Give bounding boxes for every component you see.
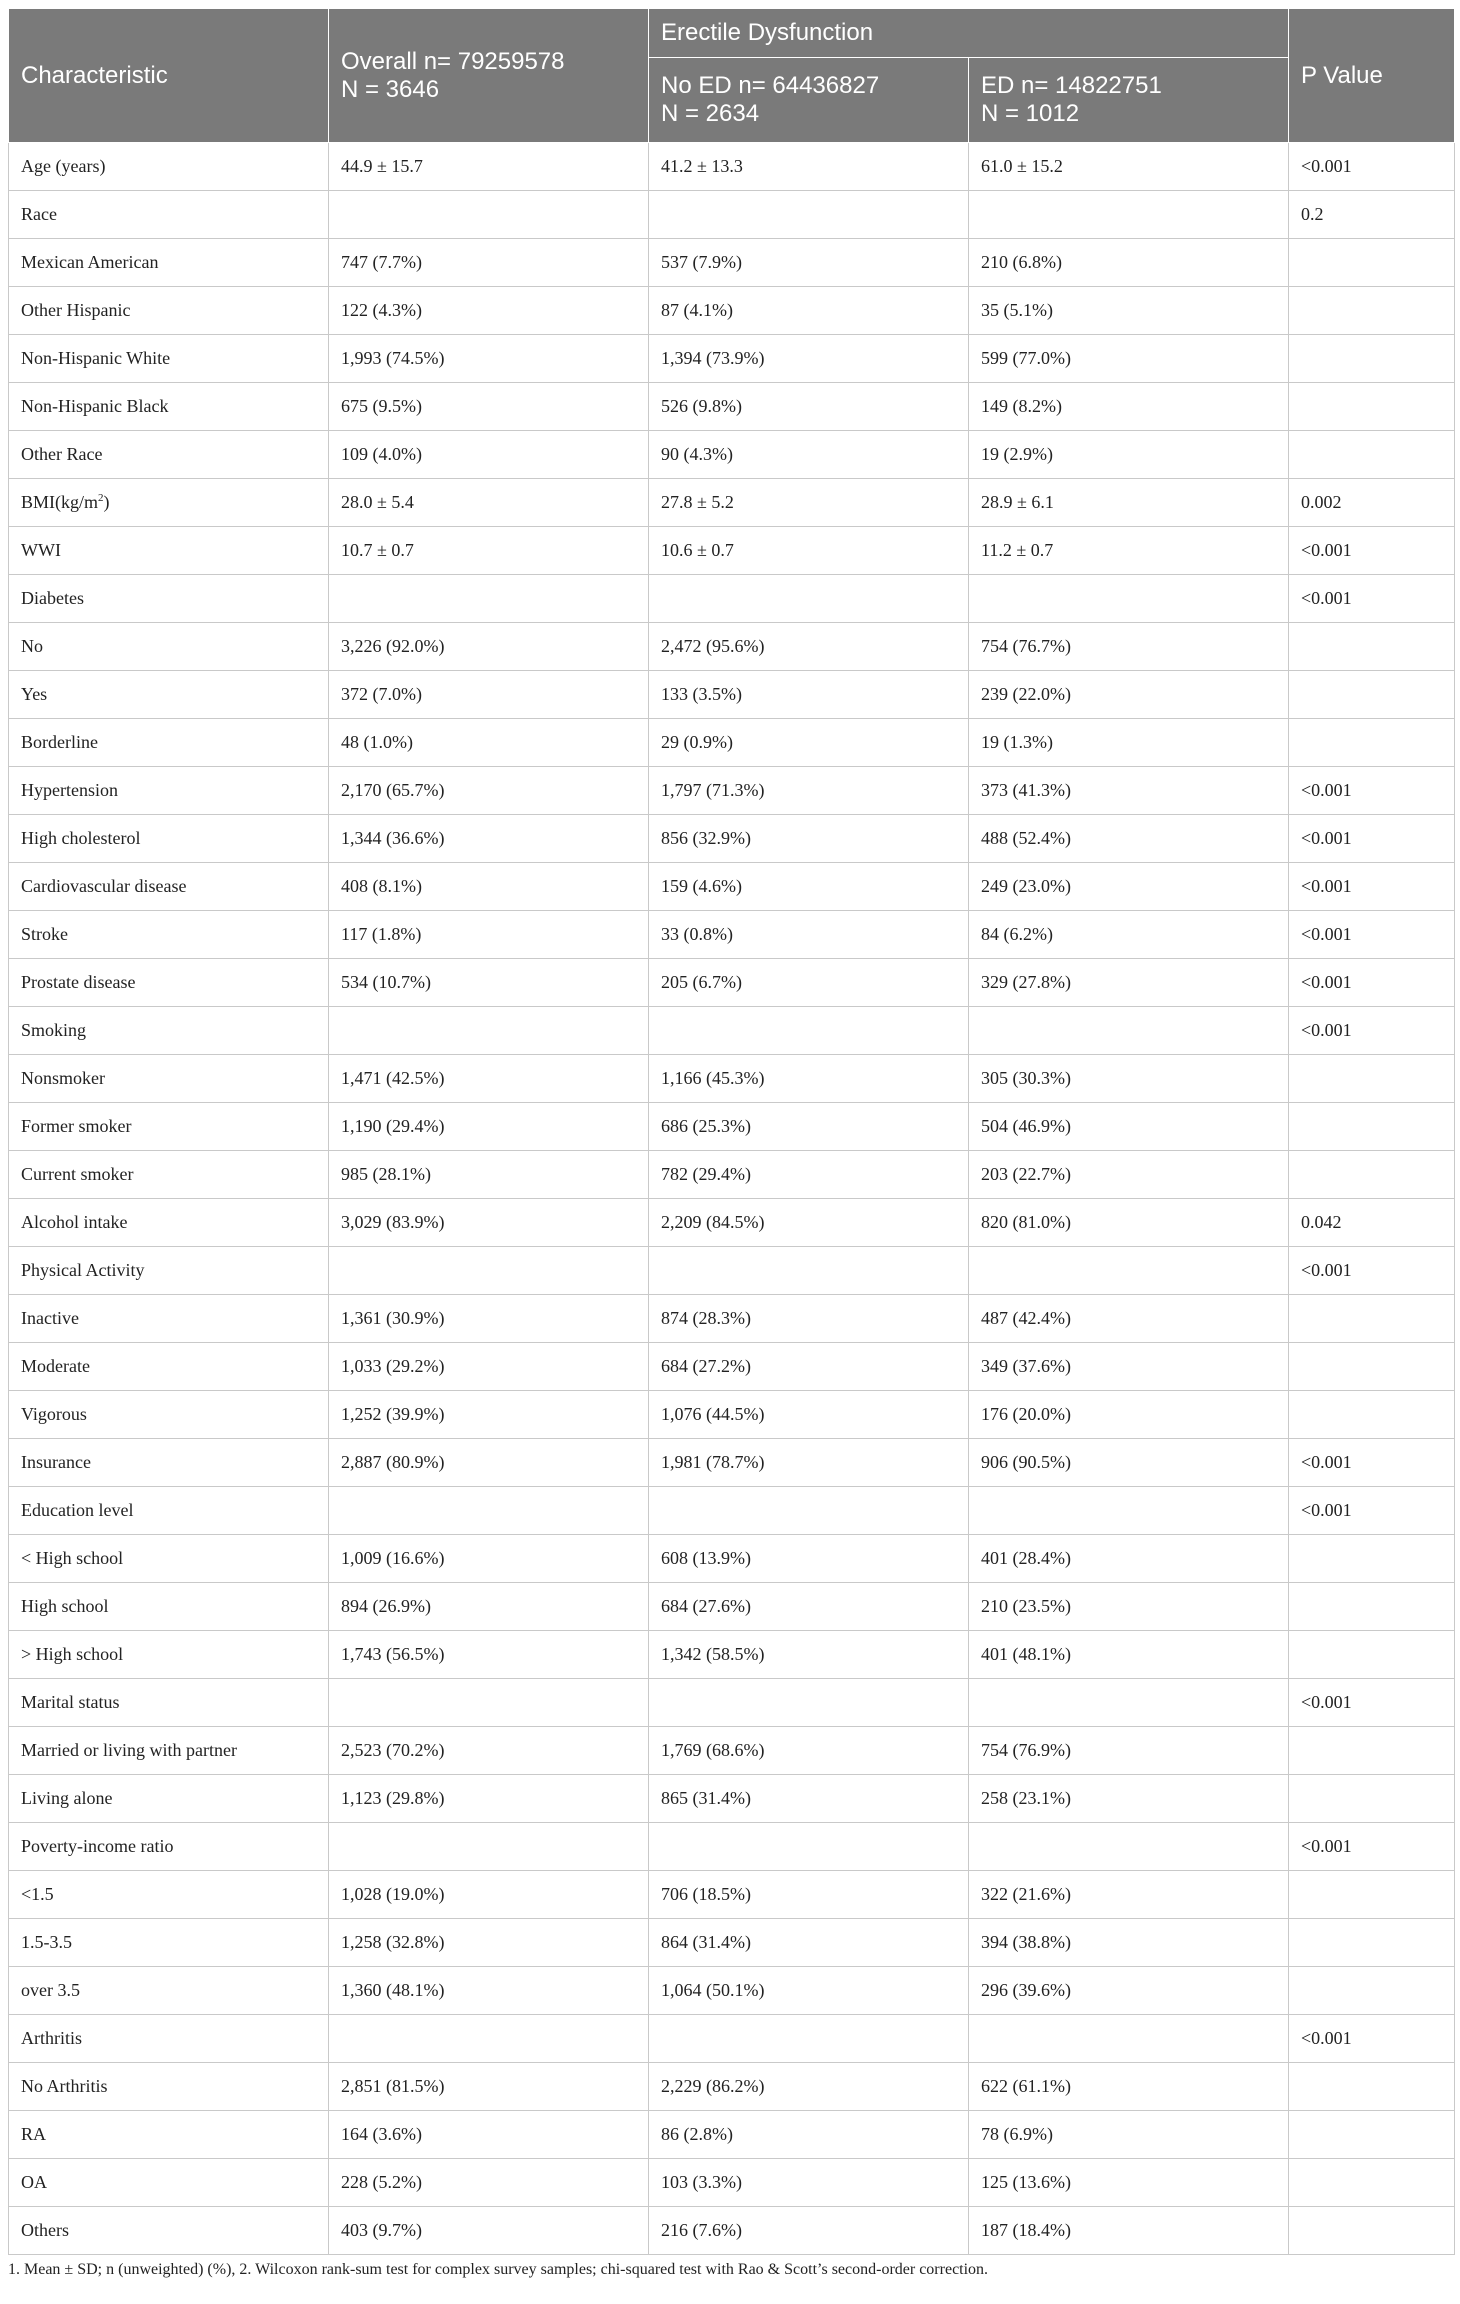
cell-overall: 1,252 (39.9%) [329, 1391, 649, 1439]
cell-overall: 28.0 ± 5.4 [329, 479, 649, 527]
table-row [9, 1871, 1455, 1919]
cell-ed: 599 (77.0%) [969, 335, 1289, 383]
row-label [9, 479, 329, 527]
row-label: < High school [9, 1535, 329, 1583]
header-ed [969, 58, 1289, 143]
cell-no-ed: 686 (25.3%) [649, 1103, 969, 1151]
row-label: Alcohol intake [9, 1199, 329, 1247]
row-label: Smoking [9, 1007, 329, 1055]
cell-p-value: <0.001 [1289, 815, 1455, 863]
cell-p-value [1289, 287, 1455, 335]
cell-p-value [1289, 1871, 1455, 1919]
cell-p-value [1289, 431, 1455, 479]
cell-ed: 210 (6.8%) [969, 239, 1289, 287]
table-row [9, 1727, 1455, 1775]
cell-ed: 187 (18.4%) [969, 2207, 1289, 2255]
cell-p-value [1289, 1919, 1455, 1967]
cell-ed: 488 (52.4%) [969, 815, 1289, 863]
cell-overall: 3,226 (92.0%) [329, 623, 649, 671]
cell-ed: 210 (23.5%) [969, 1583, 1289, 1631]
table-row [9, 1055, 1455, 1103]
cell-p-value [1289, 1631, 1455, 1679]
cell-p-value [1289, 623, 1455, 671]
row-label: High cholesterol [9, 815, 329, 863]
cell-overall [329, 1487, 649, 1535]
table-row [9, 1631, 1455, 1679]
cell-no-ed: 1,797 (71.3%) [649, 767, 969, 815]
header-characteristic: Characteristic [9, 9, 329, 143]
cell-p-value: <0.001 [1289, 863, 1455, 911]
row-label: Cardiovascular disease [9, 863, 329, 911]
cell-overall: 1,258 (32.8%) [329, 1919, 649, 1967]
cell-no-ed: 684 (27.2%) [649, 1343, 969, 1391]
header-overall [329, 9, 649, 143]
row-label: Other Hispanic [9, 287, 329, 335]
cell-ed: 322 (21.6%) [969, 1871, 1289, 1919]
cell-no-ed: 865 (31.4%) [649, 1775, 969, 1823]
row-label: Education level [9, 1487, 329, 1535]
cell-overall [329, 1007, 649, 1055]
cell-ed: 754 (76.7%) [969, 623, 1289, 671]
row-label: Other Race [9, 431, 329, 479]
row-label: > High school [9, 1631, 329, 1679]
row-label: Current smoker [9, 1151, 329, 1199]
cell-ed [969, 1823, 1289, 1871]
cell-overall: 1,123 (29.8%) [329, 1775, 649, 1823]
cell-no-ed: 1,769 (68.6%) [649, 1727, 969, 1775]
cell-ed: 84 (6.2%) [969, 911, 1289, 959]
table-header [9, 9, 1455, 143]
cell-no-ed: 86 (2.8%) [649, 2111, 969, 2159]
cell-overall: 1,033 (29.2%) [329, 1343, 649, 1391]
cell-ed: 203 (22.7%) [969, 1151, 1289, 1199]
cell-p-value [1289, 1103, 1455, 1151]
cell-no-ed: 27.8 ± 5.2 [649, 479, 969, 527]
characteristics-table [8, 8, 1455, 2255]
cell-no-ed: 537 (7.9%) [649, 239, 969, 287]
table-row [9, 1007, 1455, 1055]
cell-overall [329, 1823, 649, 1871]
cell-p-value [1289, 2111, 1455, 2159]
row-label: High school [9, 1583, 329, 1631]
cell-ed: 394 (38.8%) [969, 1919, 1289, 1967]
row-label: Yes [9, 671, 329, 719]
table-row [9, 719, 1455, 767]
table-row [9, 1679, 1455, 1727]
cell-ed: 329 (27.8%) [969, 959, 1289, 1007]
row-label: Age (years) [9, 143, 329, 191]
header-group-erectile-dysfunction: Erectile Dysfunction [649, 9, 1289, 58]
cell-no-ed: 684 (27.6%) [649, 1583, 969, 1631]
table-row [9, 1247, 1455, 1295]
cell-ed: 61.0 ± 15.2 [969, 143, 1289, 191]
header-p-value: P Value [1289, 9, 1455, 143]
cell-overall: 675 (9.5%) [329, 383, 649, 431]
cell-overall [329, 575, 649, 623]
cell-p-value: <0.001 [1289, 1679, 1455, 1727]
table-row [9, 863, 1455, 911]
cell-no-ed: 103 (3.3%) [649, 2159, 969, 2207]
cell-no-ed: 87 (4.1%) [649, 287, 969, 335]
cell-ed: 249 (23.0%) [969, 863, 1289, 911]
row-label: Race [9, 191, 329, 239]
cell-ed [969, 575, 1289, 623]
cell-overall: 109 (4.0%) [329, 431, 649, 479]
table-row [9, 383, 1455, 431]
row-label: Hypertension [9, 767, 329, 815]
cell-p-value [1289, 1055, 1455, 1103]
cell-no-ed: 2,209 (84.5%) [649, 1199, 969, 1247]
cell-p-value: <0.001 [1289, 1007, 1455, 1055]
table-row [9, 1967, 1455, 2015]
table-footnote: 1. Mean ± SD; n (unweighted) (%), 2. Wilcoxon rank-sum test for complex survey samples; chi-squared test with Rao & Scott’s second-order correction. [8, 2261, 989, 2278]
cell-overall: 117 (1.8%) [329, 911, 649, 959]
cell-no-ed: 1,166 (45.3%) [649, 1055, 969, 1103]
cell-overall: 2,887 (80.9%) [329, 1439, 649, 1487]
cell-p-value [1289, 1775, 1455, 1823]
header-overall-line2: N = 3646 [341, 75, 440, 103]
cell-overall: 1,993 (74.5%) [329, 335, 649, 383]
cell-overall: 985 (28.1%) [329, 1151, 649, 1199]
cell-overall [329, 1247, 649, 1295]
table-row [9, 2015, 1455, 2063]
cell-p-value: <0.001 [1289, 1487, 1455, 1535]
cell-ed: 401 (48.1%) [969, 1631, 1289, 1679]
cell-no-ed: 10.6 ± 0.7 [649, 527, 969, 575]
cell-overall: 1,009 (16.6%) [329, 1535, 649, 1583]
header-ed-line2: N = 1012 [981, 100, 1080, 127]
cell-p-value: <0.001 [1289, 527, 1455, 575]
row-label: Nonsmoker [9, 1055, 329, 1103]
cell-overall: 1,190 (29.4%) [329, 1103, 649, 1151]
cell-ed: 296 (39.6%) [969, 1967, 1289, 2015]
cell-p-value [1289, 1535, 1455, 1583]
cell-no-ed: 856 (32.9%) [649, 815, 969, 863]
cell-p-value: <0.001 [1289, 1247, 1455, 1295]
row-label: Living alone [9, 1775, 329, 1823]
cell-ed: 401 (28.4%) [969, 1535, 1289, 1583]
row-label: Diabetes [9, 575, 329, 623]
cell-overall [329, 191, 649, 239]
table-row [9, 623, 1455, 671]
cell-ed: 149 (8.2%) [969, 383, 1289, 431]
cell-p-value [1289, 1295, 1455, 1343]
cell-no-ed: 874 (28.3%) [649, 1295, 969, 1343]
row-label: Non-Hispanic White [9, 335, 329, 383]
cell-no-ed: 706 (18.5%) [649, 1871, 969, 1919]
cell-overall: 3,029 (83.9%) [329, 1199, 649, 1247]
cell-ed: 349 (37.6%) [969, 1343, 1289, 1391]
table-row [9, 2207, 1455, 2255]
row-label: Former smoker [9, 1103, 329, 1151]
cell-overall: 2,170 (65.7%) [329, 767, 649, 815]
cell-ed: 487 (42.4%) [969, 1295, 1289, 1343]
table-row [9, 1775, 1455, 1823]
table-row [9, 1487, 1455, 1535]
cell-no-ed: 133 (3.5%) [649, 671, 969, 719]
table-row [9, 143, 1455, 191]
table-row [9, 2063, 1455, 2111]
cell-no-ed: 2,229 (86.2%) [649, 2063, 969, 2111]
cell-p-value [1289, 1727, 1455, 1775]
row-label: Borderline [9, 719, 329, 767]
cell-no-ed: 90 (4.3%) [649, 431, 969, 479]
cell-no-ed: 1,064 (50.1%) [649, 1967, 969, 2015]
table-row [9, 911, 1455, 959]
table-row [9, 767, 1455, 815]
cell-ed: 305 (30.3%) [969, 1055, 1289, 1103]
cell-no-ed: 608 (13.9%) [649, 1535, 969, 1583]
cell-ed: 11.2 ± 0.7 [969, 527, 1289, 575]
cell-no-ed: 29 (0.9%) [649, 719, 969, 767]
cell-p-value [1289, 1343, 1455, 1391]
cell-ed [969, 1679, 1289, 1727]
table-row [9, 1343, 1455, 1391]
cell-ed: 125 (13.6%) [969, 2159, 1289, 2207]
table-row [9, 1295, 1455, 1343]
cell-no-ed: 159 (4.6%) [649, 863, 969, 911]
cell-p-value: <0.001 [1289, 911, 1455, 959]
table-row [9, 287, 1455, 335]
row-label: <1.5 [9, 1871, 329, 1919]
cell-ed: 906 (90.5%) [969, 1439, 1289, 1487]
cell-no-ed: 2,472 (95.6%) [649, 623, 969, 671]
cell-ed [969, 191, 1289, 239]
cell-p-value [1289, 2159, 1455, 2207]
cell-no-ed: 1,394 (73.9%) [649, 335, 969, 383]
table-row [9, 1823, 1455, 1871]
cell-ed: 820 (81.0%) [969, 1199, 1289, 1247]
row-label: Arthritis [9, 2015, 329, 2063]
table-row [9, 2159, 1455, 2207]
cell-no-ed [649, 191, 969, 239]
cell-no-ed: 864 (31.4%) [649, 1919, 969, 1967]
cell-overall: 44.9 ± 15.7 [329, 143, 649, 191]
cell-overall: 122 (4.3%) [329, 287, 649, 335]
cell-p-value [1289, 1391, 1455, 1439]
table-row [9, 1391, 1455, 1439]
cell-overall: 1,361 (30.9%) [329, 1295, 649, 1343]
row-label: Others [9, 2207, 329, 2255]
cell-overall: 747 (7.7%) [329, 239, 649, 287]
table-row [9, 239, 1455, 287]
table-row [9, 479, 1455, 527]
cell-ed [969, 2015, 1289, 2063]
cell-p-value [1289, 335, 1455, 383]
cell-no-ed: 33 (0.8%) [649, 911, 969, 959]
table-row [9, 815, 1455, 863]
cell-ed: 258 (23.1%) [969, 1775, 1289, 1823]
row-label: over 3.5 [9, 1967, 329, 2015]
cell-p-value [1289, 671, 1455, 719]
cell-no-ed: 1,076 (44.5%) [649, 1391, 969, 1439]
cell-p-value [1289, 1151, 1455, 1199]
table-container [8, 8, 1454, 2279]
row-label: WWI [9, 527, 329, 575]
table-row [9, 575, 1455, 623]
table-row [9, 335, 1455, 383]
cell-overall: 2,523 (70.2%) [329, 1727, 649, 1775]
row-label: Vigorous [9, 1391, 329, 1439]
cell-overall: 48 (1.0%) [329, 719, 649, 767]
row-label: Inactive [9, 1295, 329, 1343]
row-label: RA [9, 2111, 329, 2159]
cell-overall: 534 (10.7%) [329, 959, 649, 1007]
cell-ed [969, 1247, 1289, 1295]
cell-p-value: 0.002 [1289, 479, 1455, 527]
cell-p-value [1289, 2063, 1455, 2111]
cell-no-ed [649, 2015, 969, 2063]
cell-overall: 1,028 (19.0%) [329, 1871, 649, 1919]
table-row [9, 1439, 1455, 1487]
cell-p-value: <0.001 [1289, 1823, 1455, 1871]
cell-overall: 408 (8.1%) [329, 863, 649, 911]
header-no-ed [649, 58, 969, 143]
cell-overall: 164 (3.6%) [329, 2111, 649, 2159]
row-label: Stroke [9, 911, 329, 959]
cell-overall [329, 1679, 649, 1727]
cell-p-value: <0.001 [1289, 767, 1455, 815]
cell-no-ed: 1,981 (78.7%) [649, 1439, 969, 1487]
cell-overall: 228 (5.2%) [329, 2159, 649, 2207]
table-row [9, 527, 1455, 575]
cell-no-ed [649, 1487, 969, 1535]
header-no-ed-line2: N = 2634 [661, 100, 760, 127]
bmi-label-superscript: 2 [98, 492, 104, 504]
cell-overall: 372 (7.0%) [329, 671, 649, 719]
table-row [9, 1103, 1455, 1151]
bmi-label-text: BMI(kg/m [21, 492, 99, 512]
cell-no-ed [649, 1247, 969, 1295]
cell-ed: 19 (1.3%) [969, 719, 1289, 767]
table-row [9, 191, 1455, 239]
cell-overall: 2,851 (81.5%) [329, 2063, 649, 2111]
cell-p-value: <0.001 [1289, 959, 1455, 1007]
cell-p-value [1289, 239, 1455, 287]
cell-p-value: <0.001 [1289, 1439, 1455, 1487]
table-row [9, 1199, 1455, 1247]
row-label: Insurance [9, 1439, 329, 1487]
cell-ed [969, 1487, 1289, 1535]
row-label: Non-Hispanic Black [9, 383, 329, 431]
cell-p-value: 0.042 [1289, 1199, 1455, 1247]
cell-p-value: <0.001 [1289, 143, 1455, 191]
header-overall-line1: Overall n= 79259578 [341, 47, 565, 75]
cell-no-ed [649, 575, 969, 623]
cell-no-ed: 1,342 (58.5%) [649, 1631, 969, 1679]
cell-p-value [1289, 2207, 1455, 2255]
cell-p-value [1289, 1583, 1455, 1631]
cell-overall: 1,360 (48.1%) [329, 1967, 649, 2015]
cell-no-ed: 782 (29.4%) [649, 1151, 969, 1199]
cell-overall [329, 2015, 649, 2063]
cell-overall: 10.7 ± 0.7 [329, 527, 649, 575]
cell-p-value: <0.001 [1289, 2015, 1455, 2063]
cell-p-value [1289, 383, 1455, 431]
table-body [9, 143, 1455, 2255]
row-label: 1.5-3.5 [9, 1919, 329, 1967]
table-row [9, 959, 1455, 1007]
cell-ed: 78 (6.9%) [969, 2111, 1289, 2159]
cell-no-ed [649, 1823, 969, 1871]
table-row [9, 2111, 1455, 2159]
row-label: Marital status [9, 1679, 329, 1727]
row-label: OA [9, 2159, 329, 2207]
cell-overall: 1,743 (56.5%) [329, 1631, 649, 1679]
cell-ed: 28.9 ± 6.1 [969, 479, 1289, 527]
row-label: Mexican American [9, 239, 329, 287]
bmi-label-close: ) [103, 492, 110, 512]
table-row [9, 1583, 1455, 1631]
cell-p-value [1289, 719, 1455, 767]
cell-no-ed: 526 (9.8%) [649, 383, 969, 431]
cell-overall: 403 (9.7%) [329, 2207, 649, 2255]
row-label: Married or living with partner [9, 1727, 329, 1775]
cell-ed [969, 1007, 1289, 1055]
row-label: No [9, 623, 329, 671]
cell-ed: 504 (46.9%) [969, 1103, 1289, 1151]
row-label: Moderate [9, 1343, 329, 1391]
cell-p-value [1289, 1967, 1455, 2015]
cell-p-value: 0.2 [1289, 191, 1455, 239]
cell-ed: 622 (61.1%) [969, 2063, 1289, 2111]
cell-ed: 19 (2.9%) [969, 431, 1289, 479]
cell-ed: 176 (20.0%) [969, 1391, 1289, 1439]
row-label: Physical Activity [9, 1247, 329, 1295]
cell-p-value: <0.001 [1289, 575, 1455, 623]
cell-ed: 239 (22.0%) [969, 671, 1289, 719]
cell-overall: 1,344 (36.6%) [329, 815, 649, 863]
header-no-ed-line1: No ED n= 64436827 [661, 72, 880, 99]
cell-ed: 754 (76.9%) [969, 1727, 1289, 1775]
cell-no-ed [649, 1679, 969, 1727]
cell-overall: 894 (26.9%) [329, 1583, 649, 1631]
cell-no-ed: 216 (7.6%) [649, 2207, 969, 2255]
cell-overall: 1,471 (42.5%) [329, 1055, 649, 1103]
row-label: Poverty-income ratio [9, 1823, 329, 1871]
table-row [9, 431, 1455, 479]
row-label: Prostate disease [9, 959, 329, 1007]
cell-ed: 35 (5.1%) [969, 287, 1289, 335]
table-row [9, 1535, 1455, 1583]
table-row [9, 1151, 1455, 1199]
cell-no-ed [649, 1007, 969, 1055]
row-label: No Arthritis [9, 2063, 329, 2111]
cell-ed: 373 (41.3%) [969, 767, 1289, 815]
table-row [9, 1919, 1455, 1967]
header-ed-line1: ED n= 14822751 [981, 72, 1162, 99]
cell-no-ed: 41.2 ± 13.3 [649, 143, 969, 191]
cell-no-ed: 205 (6.7%) [649, 959, 969, 1007]
table-row [9, 671, 1455, 719]
